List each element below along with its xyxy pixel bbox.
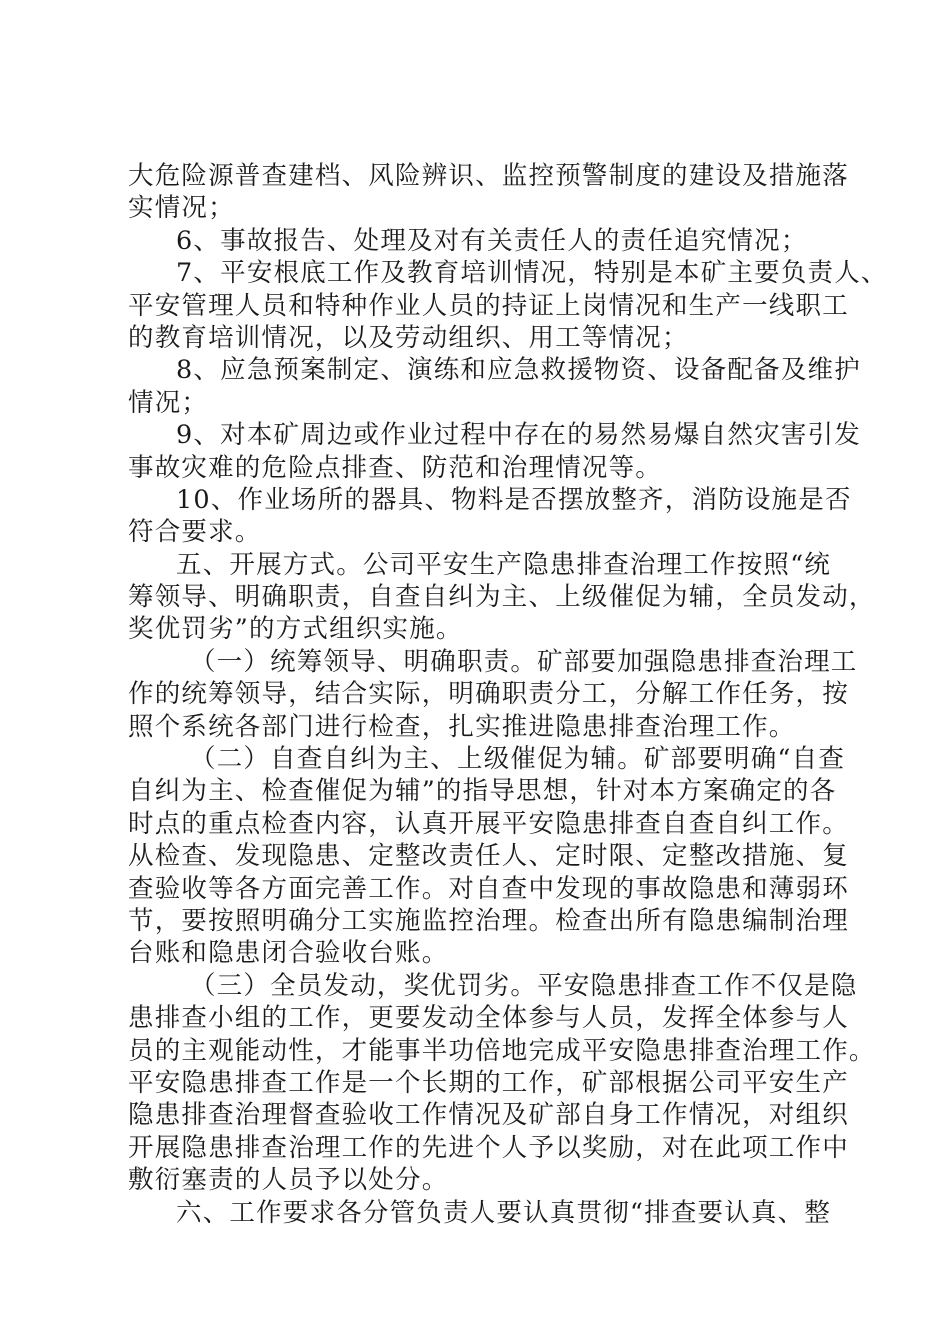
text-line: 敷衍塞责的人员予以处分。 [128, 1165, 449, 1196]
text-line: 平安管理人员和特种作业人员的持证上岗情况和生产一线职工 [128, 290, 849, 321]
text-line: 符合要求。 [128, 517, 262, 548]
text-line: 时点的重点检查内容，认真开展平安隐患排查自查自纠工作。 [128, 808, 849, 839]
text-line: 7、平安根底工作及教育培训情况，特别是本矿主要负责人、 [176, 258, 888, 289]
text-line: 情况； [128, 387, 209, 418]
text-line: 10、作业场所的器具、物料是否摆放整齐，消防设施是否 [176, 484, 852, 515]
text-line: 开展隐患排查治理工作的先进个人予以奖励，对在此项工作中 [128, 1132, 849, 1163]
text-line: 从检查、发现隐患、定整改责任人、定时限、定整改措施、复 [128, 841, 849, 872]
text-line: 自纠为主、检查催促为辅”的指导思想，针对本方案确定的各 [128, 776, 837, 807]
text-line: 作的统筹领导，结合实际，明确职责分工，分解工作任务，按 [128, 679, 849, 710]
text-line: 患排查小组的工作，更要发动全体参与人员，发挥全体参与人 [128, 1003, 849, 1034]
text-line: 9、对本矿周边或作业过程中存在的易然易爆自然灾害引发 [176, 420, 861, 451]
text-line: （三）全员发动，奖优罚劣。平安隐患排查工作不仅是隐 [190, 970, 858, 1001]
text-line: 平安隐患排查工作是一个长期的工作，矿部根据公司平安生产 [128, 1067, 849, 1098]
text-line: 隐患排查治理督查验收工作情况及矿部自身工作情况，对组织 [128, 1100, 849, 1131]
text-line: 员的主观能动性，才能事半功倍地完成平安隐患排查治理工作。 [128, 1035, 876, 1066]
text-line: 六、工作要求各分管负责人要认真贯彻“排查要认真、整 [176, 1197, 832, 1228]
text-line: 大危险源普查建档、风险辨识、监控预警制度的建设及措施落 [128, 161, 849, 191]
text-line: 筹领导、明确职责，自查自纠为主、上级催促为辅，全员发动， [128, 582, 876, 613]
text-line: 照个系统各部门进行检查，扎实推进隐患排查治理工作。 [128, 711, 796, 742]
text-line: 奖优罚劣”的方式组织实施。 [128, 614, 463, 645]
text-line: 8、应急预案制定、演练和应急救援物资、设备配备及维护 [176, 355, 861, 386]
document-body [128, 160, 888, 1229]
text-line: （二）自查自纠为主、上级催促为辅。矿部要明确“自查 [190, 744, 846, 775]
text-line: 节，要按照明确分工实施监控治理。检查出所有隐患编制治理 [128, 905, 849, 936]
text-line: 的教育培训情况，以及劳动组织、用工等情况； [128, 322, 689, 353]
text-line: 实情况； [128, 193, 235, 224]
text-line: 查验收等各方面完善工作。对自查中发现的事故隐患和薄弱环 [128, 873, 849, 904]
text-line: 台账和隐患闭合验收台账。 [128, 938, 449, 969]
text-line: 事故灾难的危险点排查、防范和治理情况等。 [128, 452, 663, 483]
text-line: （一）统筹领导、明确职责。矿部要加强隐患排查治理工 [190, 646, 858, 677]
text-line: 6、事故报告、处理及对有关责任人的责任追究情况； [176, 225, 808, 256]
text-line: 五、开展方式。公司平安生产隐患排查治理工作按照“统 [176, 549, 832, 580]
